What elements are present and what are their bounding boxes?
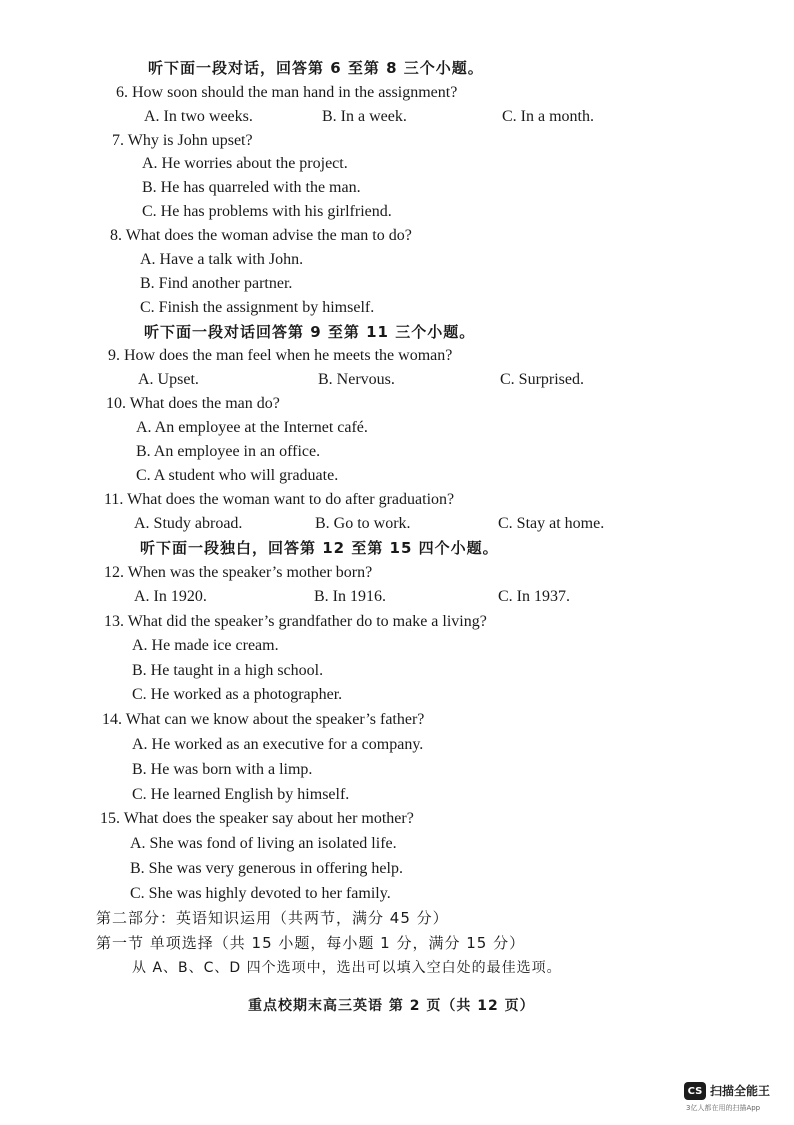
question-stem: 12. When was the speaker’s mother born? bbox=[104, 564, 373, 581]
option: B. She was very generous in offering help. bbox=[130, 860, 403, 877]
option: A. Upset. bbox=[138, 371, 199, 388]
option: B. In a week. bbox=[322, 108, 407, 125]
option: A. Study abroad. bbox=[134, 515, 243, 532]
camscanner-logo-icon: CS bbox=[684, 1082, 706, 1100]
section-instruction: 听下面一段对话，回答第 6 至第 8 三个小题。 bbox=[148, 59, 484, 77]
option: C. Surprised. bbox=[500, 371, 584, 388]
option: B. Go to work. bbox=[315, 515, 411, 532]
option: C. A student who will graduate. bbox=[136, 467, 339, 484]
question-stem: 11. What does the woman want to do after graduation? bbox=[104, 491, 455, 508]
question-stem: 15. What does the speaker say about her mother? bbox=[100, 810, 414, 827]
option: B. Find another partner. bbox=[140, 275, 293, 292]
question-stem: 8. What does the woman advise the man to do? bbox=[110, 227, 412, 244]
option: C. Stay at home. bbox=[498, 515, 605, 532]
option: B. An employee in an office. bbox=[136, 443, 321, 460]
question-stem: 9. How does the man feel when he meets the woman? bbox=[108, 347, 453, 364]
option: A. She was fond of living an isolated life. bbox=[130, 835, 397, 852]
watermark-name: 扫描全能王 bbox=[710, 1084, 771, 1098]
section-instruction: 听下面一段独白，回答第 12 至第 15 四个小题。 bbox=[140, 539, 499, 557]
question-stem: 13. What did the speaker’s grandfather do to make a living? bbox=[104, 613, 487, 630]
option: C. He learned English by himself. bbox=[132, 786, 350, 803]
option: B. He has quarreled with the man. bbox=[142, 179, 361, 196]
page-footer: 重点校期末高三英语 第 2 页（共 12 页） bbox=[248, 998, 535, 1014]
option: B. In 1916. bbox=[314, 588, 386, 605]
option: C. He worked as a photographer. bbox=[132, 686, 343, 703]
option: A. Have a talk with John. bbox=[140, 251, 304, 268]
question-stem: 10. What does the man do? bbox=[106, 395, 280, 412]
watermark-tagline: 3亿人都在用的扫描App bbox=[686, 1104, 761, 1112]
option: B. He taught in a high school. bbox=[132, 662, 324, 679]
option: C. He has problems with his girlfriend. bbox=[142, 203, 392, 220]
option: A. He worked as an executive for a company. bbox=[132, 736, 424, 753]
option: A. In two weeks. bbox=[144, 108, 253, 125]
option: A. In 1920. bbox=[134, 588, 207, 605]
option: B. Nervous. bbox=[318, 371, 395, 388]
question-stem: 6. How soon should the man hand in the assignment? bbox=[116, 84, 458, 101]
question-stem: 14. What can we know about the speaker’s father? bbox=[102, 711, 425, 728]
option: A. An employee at the Internet café. bbox=[136, 419, 368, 436]
option: B. He was born with a limp. bbox=[132, 761, 313, 778]
instruction-text: 从 A、B、C、D 四个选项中，选出可以填入空白处的最佳选项。 bbox=[132, 960, 562, 976]
section-instruction: 听下面一段对话回答第 9 至第 11 三个小题。 bbox=[144, 323, 476, 341]
section-subheading: 第一节 单项选择（共 15 小题，每小题 1 分，满分 15 分） bbox=[96, 934, 526, 952]
part-heading: 第二部分：英语知识运用（共两节，满分 45 分） bbox=[96, 909, 449, 927]
option: C. She was highly devoted to her family. bbox=[130, 885, 391, 902]
option: A. He worries about the project. bbox=[142, 155, 348, 172]
option: A. He made ice cream. bbox=[132, 637, 279, 654]
option: C. In a month. bbox=[502, 108, 594, 125]
option: C. In 1937. bbox=[498, 588, 570, 605]
option: C. Finish the assignment by himself. bbox=[140, 299, 375, 316]
question-stem: 7. Why is John upset? bbox=[112, 132, 253, 149]
